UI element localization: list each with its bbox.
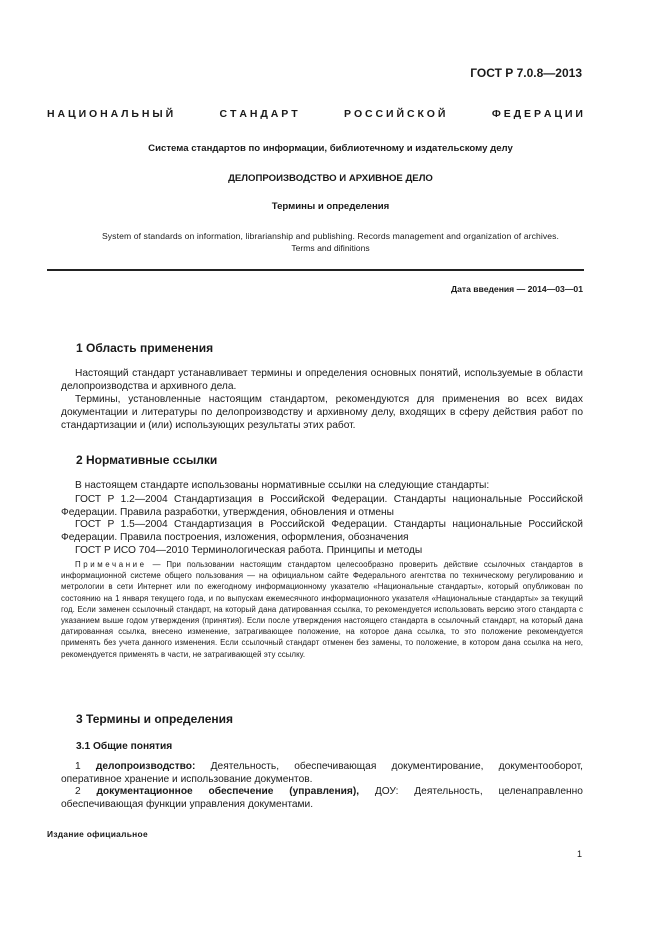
introduction-date: Дата введения — 2014—03—01	[450, 284, 583, 294]
english-title-line2: Terms and difinitions	[291, 243, 370, 253]
divider	[47, 269, 584, 271]
national-standard-banner	[47, 108, 583, 120]
term-entry: 1 делопроизводство: Деятельность, обеспечивающая документирование, документооборот, оперативное хранение и использование документов.	[61, 761, 583, 785]
term-name: документационное обеспечение (управления),	[96, 786, 360, 797]
subsection-heading-general: 3.1 Общие понятия	[76, 741, 173, 752]
banner-word: Р О С С И Й С К О Й	[344, 108, 446, 120]
series-title: Система стандартов по информации, библиотечному и издательскому делу	[148, 143, 513, 154]
term-entry: 2 документационное обеспечение (управления), ДОУ: Деятельность, целенаправленно обеспечивающая функции управления документами.	[61, 786, 583, 810]
page-number: 1	[576, 849, 582, 859]
term-name: делопроизводство:	[95, 761, 196, 772]
scope-paragraph-1: Настоящий стандарт устанавливает термины и определения основных понятий, используемые в области делопроизводства и архивного дела.	[61, 368, 583, 392]
reference-item: ГОСТ Р 1.5—2004 Стандартизация в Российской Федерации. Стандарты национальные Российской Федерации. Правила построения, изложения, оформления, обозначения	[61, 519, 583, 543]
term-definition: ДОУ: Деятельность, целенаправленно обеспечивающая функции управления документами.	[61, 786, 583, 810]
section-heading-scope: 1 Область применения	[76, 341, 214, 355]
reference-item: ГОСТ Р ИСО 704—2010 Терминологическая работа. Принципы и методы	[75, 545, 423, 556]
main-title: ДЕЛОПРОИЗВОДСТВО И АРХИВНОЕ ДЕЛО	[228, 173, 433, 184]
term-definition: Деятельность, обеспечивающая документирование, документооборот, оперативное хранение и использование документов.	[61, 761, 583, 785]
note-label: Примечание	[75, 560, 147, 569]
section-heading-normative-references: 2 Нормативные ссылки	[76, 453, 218, 467]
note-text: — При пользовании настоящим стандартом целесообразно проверить действие ссылочных стандартов в информационной системе общего пользования — на официальном сайте Федерального агентства по техническому регулированию и метрологии в сети Интернет или по ежегодному информационному указателю «Национальные стандарты», который опубликован по состоянию на 1 января текущего года, и по выпускам ежемесячного информационного указателя «Национальные стандарты» за текущий год. Если заменен ссылочный стандарт, на который дана датированная ссылка, то рекомендуется использовать версию этого стандарта с указанием выше годом утверждения (принятия). Если после утверждения настоящего стандарта в ссылочный стандарт, на который дана датированная ссылка, внесено изменение, затрагивающее положение, на которое дана ссылка, то это положение рекомендуется применять без учета данного изменения. Если ссылочный стандарт отменен без замены, то положение, в котором дана ссылка на него, рекомендуется применять в части, не затрагивающей эту ссылку.	[61, 560, 583, 659]
english-title-line1: System of standards on information, librarianship and publishing. Records management and organization of archives.	[101, 231, 560, 241]
document-code: ГОСТ Р 7.0.8—2013	[470, 66, 582, 80]
sub-title: Термины и определения	[271, 201, 390, 212]
reference-item: ГОСТ Р 1.2—2004 Стандартизация в Российской Федерации. Стандарты национальные Российской Федерации. Правила разработки, утверждения, обновления и отмены	[61, 494, 583, 518]
section-heading-terms: 3 Термины и определения	[76, 712, 234, 726]
references-note	[61, 559, 583, 660]
banner-word: Ф Е Д Е Р А Ц И И	[491, 108, 583, 120]
edition-label: Издание официальное	[47, 829, 148, 839]
references-intro: В настоящем стандарте использованы нормативные ссылки на следующие стандарты:	[75, 480, 490, 491]
scope-paragraph-2: Термины, установленные настоящим стандартом, рекомендуются для применения во всех видах документации и литературы по делопроизводству и архивному делу, входящих в сферу действия работ по стандартизации и (или) использующих результаты этих работ.	[61, 394, 583, 431]
banner-word: Н А Ц И О Н А Л Ь Н Ы Й	[47, 108, 174, 120]
banner-word: С Т А Н Д А Р Т	[219, 108, 298, 120]
